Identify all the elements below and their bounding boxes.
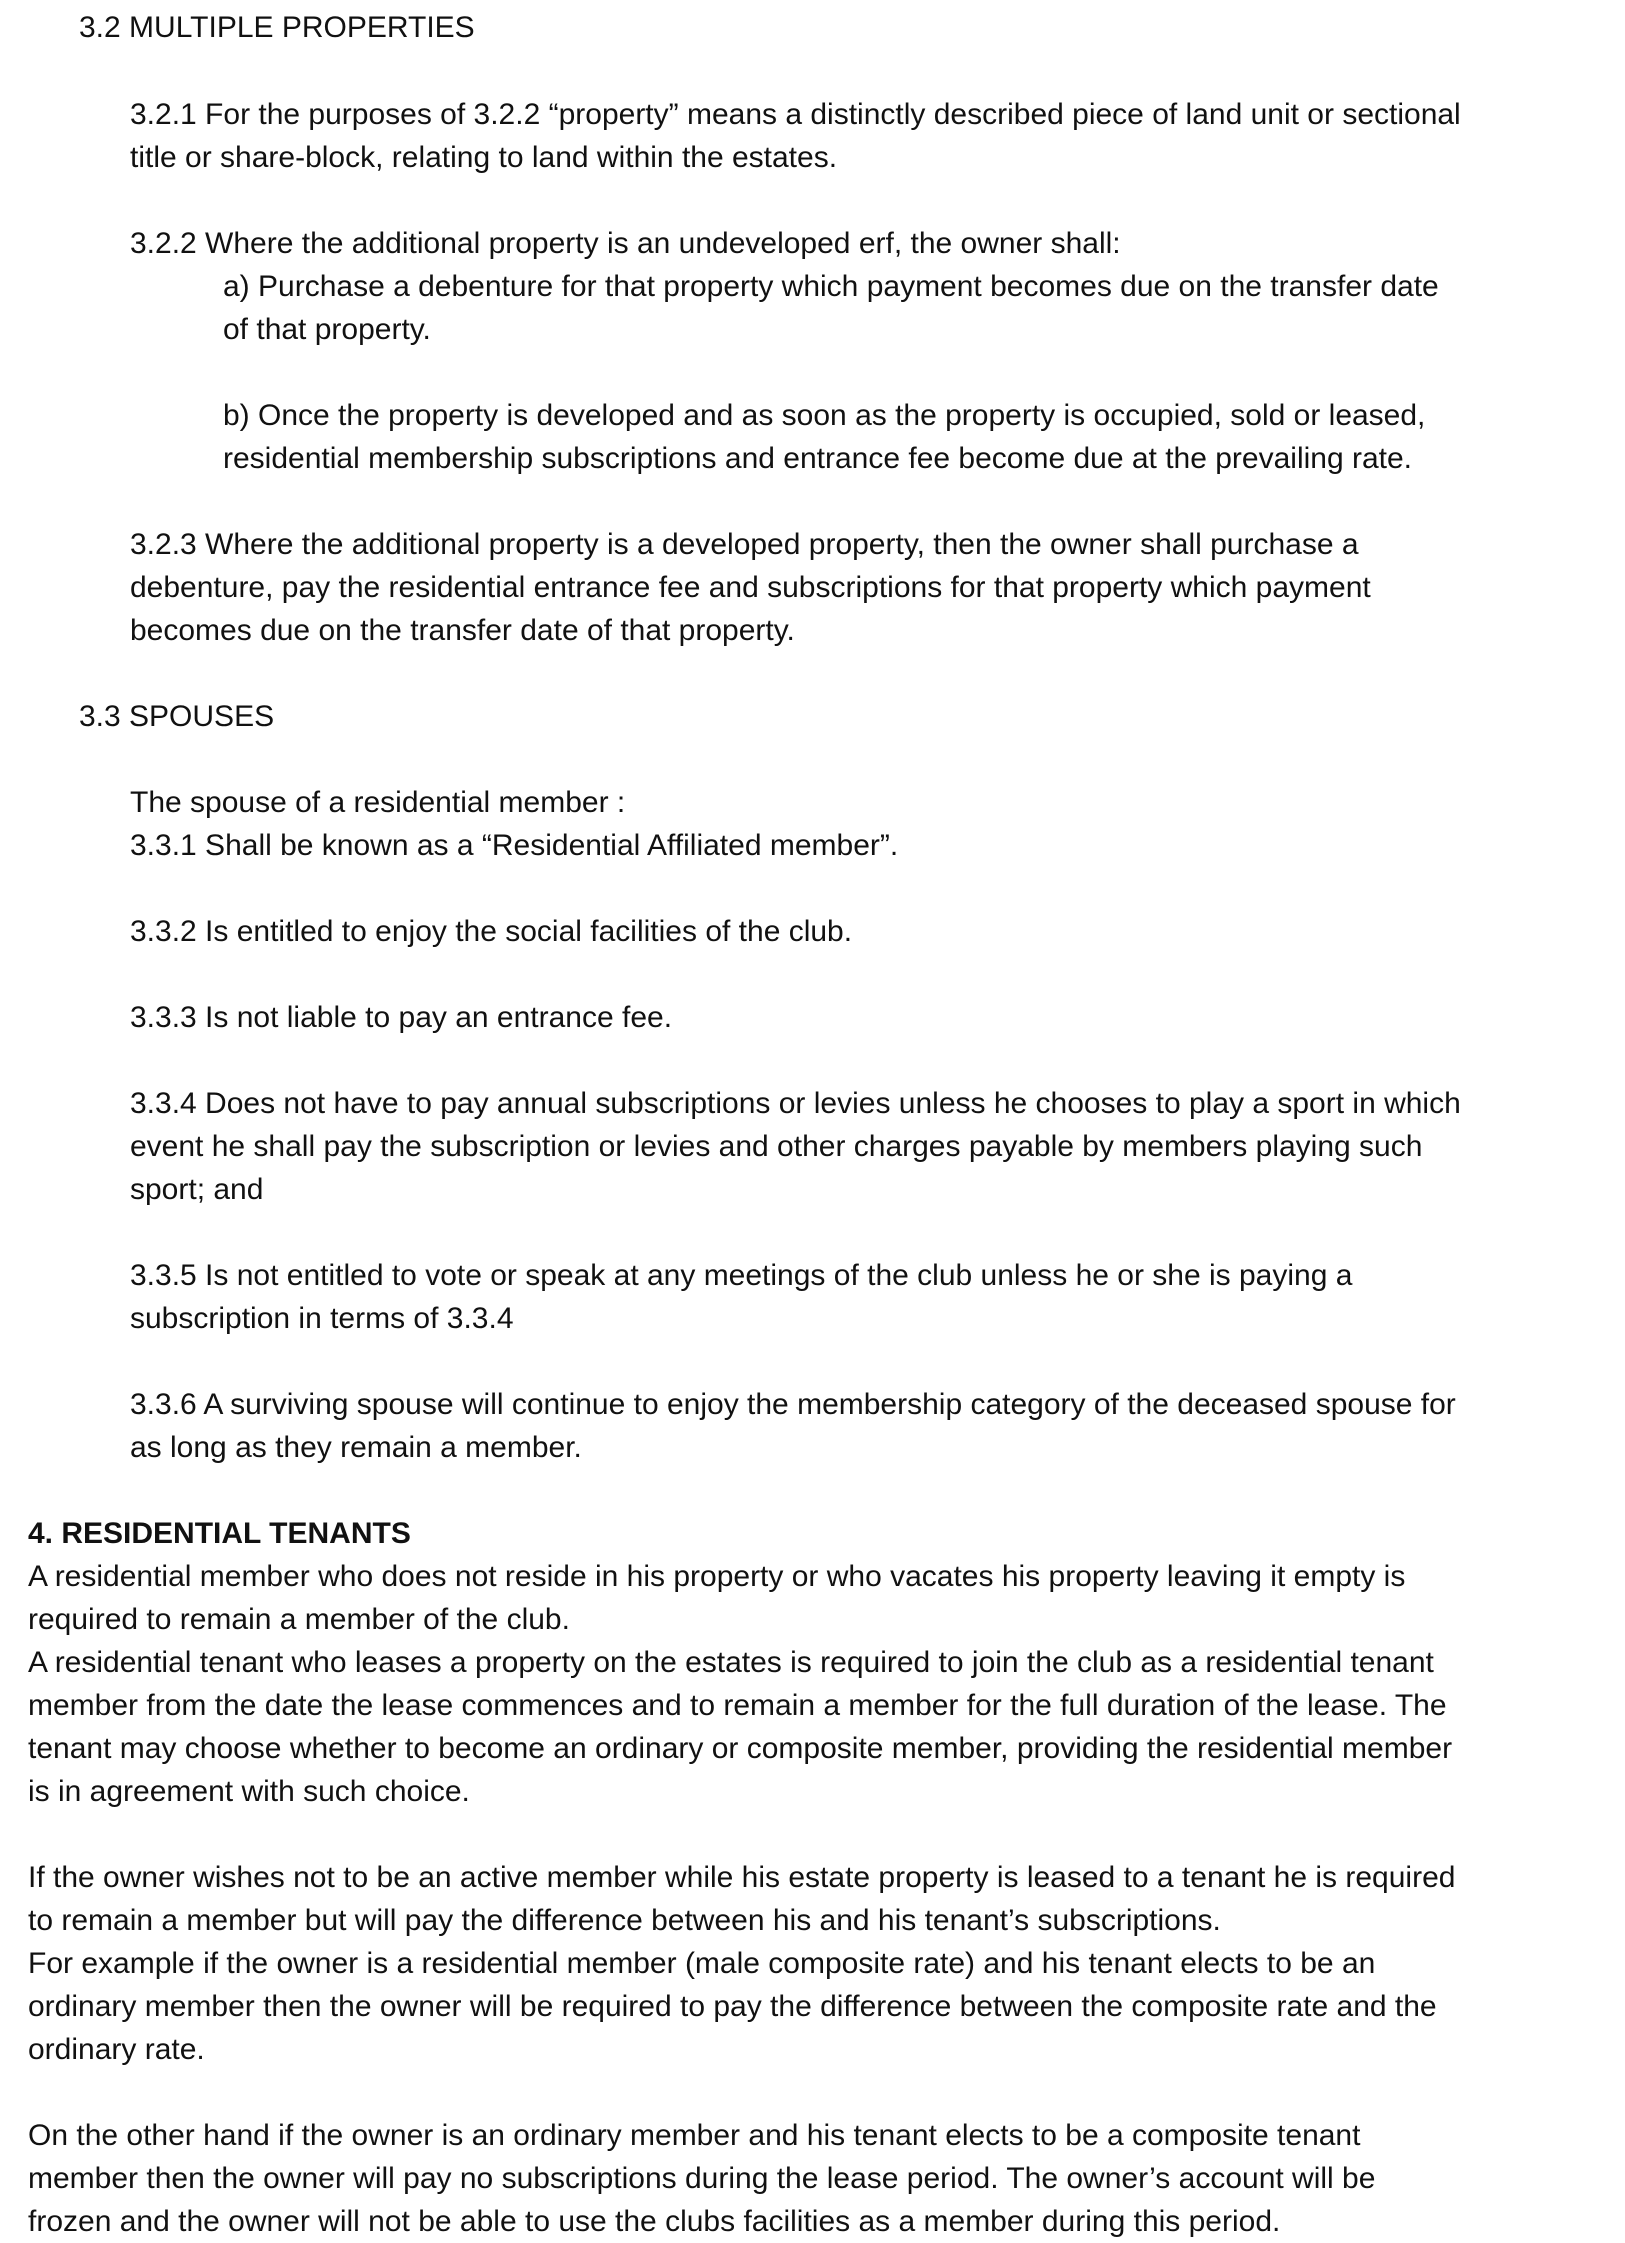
clause-3-2-2-a-line-1: a) Purchase a debenture for that property which payment becomes due on the transfer date	[223, 270, 1439, 303]
clause-3-3-4-line-1: 3.3.4 Does not have to pay annual subscriptions or levies unless he chooses to play a sport in which	[130, 1087, 1461, 1120]
section-3-3-heading: 3.3 SPOUSES	[79, 700, 275, 733]
section-4-para1-line-4: member from the date the lease commences and to remain a member for the full duration of the lease. The	[28, 1689, 1447, 1722]
clause-3-2-3-line-2: debenture, pay the residential entrance fee and subscriptions for that property which payment	[130, 571, 1371, 604]
section-4-para1-line-6: is in agreement with such choice.	[28, 1775, 470, 1808]
clause-3-2-2-a-line-2: of that property.	[223, 313, 431, 346]
clause-3-3-6-line-1: 3.3.6 A surviving spouse will continue to enjoy the membership category of the deceased spouse for	[130, 1388, 1456, 1421]
section-4-heading: 4. RESIDENTIAL TENANTS	[28, 1517, 411, 1550]
clause-3-2-3-line-3: becomes due on the transfer date of that property.	[130, 614, 795, 647]
clause-3-3-2: 3.3.2 Is entitled to enjoy the social facilities of the club.	[130, 915, 853, 948]
clause-3-3-3: 3.3.3 Is not liable to pay an entrance fee.	[130, 1001, 673, 1034]
clause-3-3-5-line-1: 3.3.5 Is not entitled to vote or speak at any meetings of the club unless he or she is paying a	[130, 1259, 1353, 1292]
clause-3-2-1-line-2: title or share-block, relating to land within the estates.	[130, 141, 838, 174]
section-4-para1-line-3: A residential tenant who leases a property on the estates is required to join the club as a residential tenant	[28, 1646, 1434, 1679]
section-3-2-heading: 3.2 MULTIPLE PROPERTIES	[79, 11, 475, 44]
clause-3-3-4-line-3: sport; and	[130, 1173, 264, 1206]
clause-3-3-1: 3.3.1 Shall be known as a “Residential Affiliated member”.	[130, 829, 899, 862]
section-4-para2-line-1: If the owner wishes not to be an active member while his estate property is leased to a tenant he is required	[28, 1861, 1456, 1894]
clause-3-2-3-line-1: 3.2.3 Where the additional property is a developed property, then the owner shall purchase a	[130, 528, 1359, 561]
section-4-para3-line-1: On the other hand if the owner is an ordinary member and his tenant elects to be a composite tenant	[28, 2119, 1361, 2152]
section-4-para3-line-3: frozen and the owner will not be able to use the clubs facilities as a member during this period.	[28, 2205, 1281, 2238]
section-4-para2-line-5: ordinary rate.	[28, 2033, 205, 2066]
clause-3-3-6-line-2: as long as they remain a member.	[130, 1431, 582, 1464]
clause-3-3-5-line-2: subscription in terms of 3.3.4	[130, 1302, 514, 1335]
section-4-para2-line-4: ordinary member then the owner will be required to pay the difference between the composite rate and the	[28, 1990, 1437, 2023]
clause-3-2-2-b-line-2: residential membership subscriptions and entrance fee become due at the prevailing rate.	[223, 442, 1413, 475]
clause-3-2-1-line-1: 3.2.1 For the purposes of 3.2.2 “property” means a distinctly described piece of land unit or sectional	[130, 98, 1461, 131]
clause-3-2-2-b-line-1: b) Once the property is developed and as soon as the property is occupied, sold or leased,	[223, 399, 1426, 432]
section-4-para2-line-3: For example if the owner is a residential member (male composite rate) and his tenant elects to be an	[28, 1947, 1376, 1980]
section-4-para1-line-2: required to remain a member of the club.	[28, 1603, 570, 1636]
section-4-para1-line-1: A residential member who does not reside in his property or who vacates his property leaving it empty is	[28, 1560, 1406, 1593]
clause-3-2-2-intro: 3.2.2 Where the additional property is an undeveloped erf, the owner shall:	[130, 227, 1121, 260]
section-4-para2-line-2: to remain a member but will pay the difference between his and his tenant’s subscriptions.	[28, 1904, 1221, 1937]
clause-3-3-intro: The spouse of a residential member :	[130, 786, 626, 819]
section-4-para3-line-2: member then the owner will pay no subscriptions during the lease period. The owner’s account will be	[28, 2162, 1376, 2195]
section-4-para1-line-5: tenant may choose whether to become an ordinary or composite member, providing the residential member	[28, 1732, 1453, 1765]
clause-3-3-4-line-2: event he shall pay the subscription or levies and other charges payable by members playing such	[130, 1130, 1423, 1163]
